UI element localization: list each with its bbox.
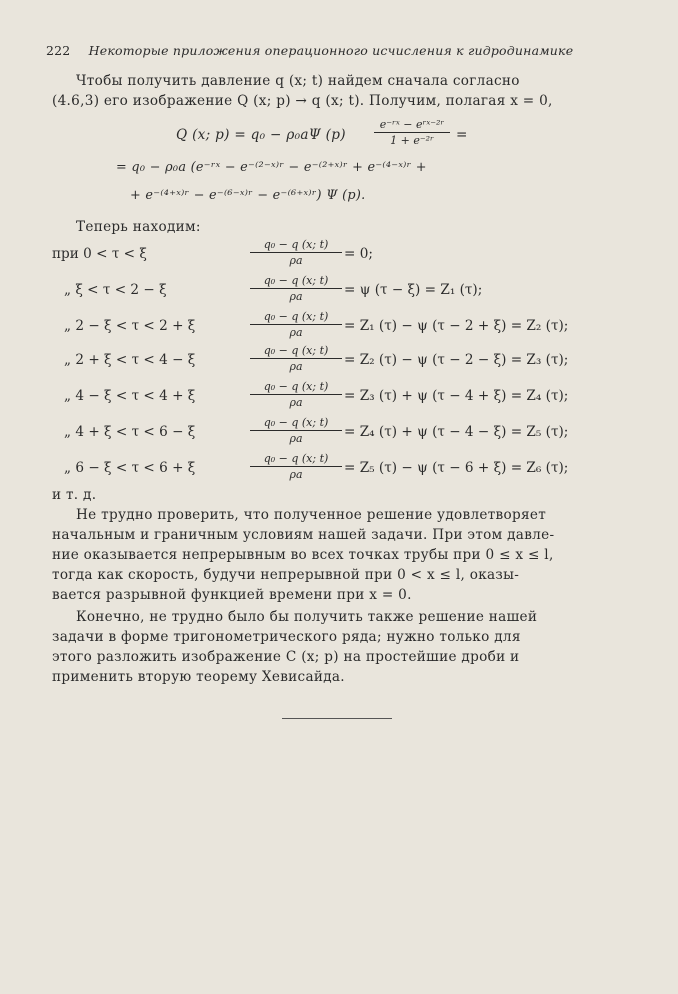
fraction-denominator: ρa xyxy=(289,254,303,267)
case-rhs: = ψ (τ − ξ) = Z₁ (τ); xyxy=(344,282,483,298)
fraction-numerator: q₀ − q (x; t) xyxy=(263,452,329,465)
case-fraction xyxy=(250,452,342,481)
formula-equals: = xyxy=(456,127,468,143)
fraction-numerator: q₀ − q (x; t) xyxy=(263,274,329,287)
fraction-numerator: q₀ − q (x; t) xyxy=(263,310,329,323)
formula-fraction xyxy=(374,118,450,147)
case-condition: „ ξ < τ < 2 − ξ xyxy=(64,282,167,298)
fraction-bar xyxy=(250,288,342,289)
fraction-bar xyxy=(250,324,342,325)
running-title: Некоторые приложения операционного исчисления к гидродинамике xyxy=(88,43,574,58)
case-rhs: = Z₃ (τ) + ψ (τ − 4 + ξ) = Z₄ (τ); xyxy=(344,388,569,404)
intro-line-2: (4.6,3) его изображение Q (x; p) → q (x; t). Получим, полагая x = 0, xyxy=(52,93,553,109)
paragraph-1-line: начальным и граничным условиям нашей задачи. При этом давле- xyxy=(52,527,555,543)
case-rhs: = 0; xyxy=(344,246,373,262)
teper-text: Теперь находим: xyxy=(76,219,201,235)
fraction-bar xyxy=(374,132,450,133)
paragraph-1-line: Не трудно проверить, что полученное решение удовлетворяет xyxy=(76,507,547,523)
case-rhs: = Z₅ (τ) − ψ (τ − 6 + ξ) = Z₆ (τ); xyxy=(344,460,569,476)
formula-lhs: Q (x; p) = q₀ − ρ₀aΨ (p) xyxy=(176,127,346,143)
case-fraction xyxy=(250,310,342,339)
intro-line-1: Чтобы получить давление q (x; t) найдем сначала согласно xyxy=(76,73,520,89)
fraction-denominator: ρa xyxy=(289,360,303,373)
formula-line-3: + e⁻⁽⁴⁺ˣ⁾ʳ − e⁻⁽⁶⁻ˣ⁾ʳ − e⁻⁽⁶⁺ˣ⁾ʳ) Ψ (p). xyxy=(130,188,366,203)
paragraph-2-line: Конечно, не трудно было бы получить также решение нашей xyxy=(76,609,538,625)
fraction-denominator: ρa xyxy=(289,396,303,409)
fraction-numerator: q₀ − q (x; t) xyxy=(263,238,329,251)
fraction-bar xyxy=(250,430,342,431)
case-condition: „ 4 + ξ < τ < 6 − ξ xyxy=(64,424,196,440)
paragraph-2-line: этого разложить изображение C (x; p) на простейшие дроби и xyxy=(52,649,520,665)
fraction-bar xyxy=(250,466,342,467)
fraction-denominator: 1 + e⁻²ʳ xyxy=(390,134,434,147)
case-fraction xyxy=(250,416,342,445)
page-number: 222 xyxy=(46,43,71,58)
case-condition: „ 2 − ξ < τ < 2 + ξ xyxy=(64,318,196,334)
paragraph-2-line: задачи в форме тригонометрического ряда; нужно только для xyxy=(52,629,521,645)
case-rhs: = Z₂ (τ) − ψ (τ − 2 − ξ) = Z₃ (τ); xyxy=(344,352,569,368)
paragraph-2-line: применить вторую теорему Хевисайда. xyxy=(52,669,345,685)
case-fraction xyxy=(250,274,342,303)
paragraph-1-line: тогда как скорость, будучи непрерывной при 0 < x ≤ l, оказы- xyxy=(52,567,520,583)
fraction-bar xyxy=(250,358,342,359)
fraction-numerator: q₀ − q (x; t) xyxy=(263,380,329,393)
case-rhs: = Z₁ (τ) − ψ (τ − 2 + ξ) = Z₂ (τ); xyxy=(344,318,569,334)
case-rhs: = Z₄ (τ) + ψ (τ − 4 − ξ) = Z₅ (τ); xyxy=(344,424,569,440)
fraction-denominator: ρa xyxy=(289,432,303,445)
case-condition: „ 2 + ξ < τ < 4 − ξ xyxy=(64,352,196,368)
fraction-numerator: e⁻ʳˣ − eʳˣ⁻²ʳ xyxy=(379,118,445,131)
case-fraction xyxy=(250,344,342,373)
fraction-denominator: ρa xyxy=(289,290,303,303)
fraction-bar xyxy=(250,394,342,395)
end-divider xyxy=(282,718,392,719)
case-condition: „ 4 − ξ < τ < 4 + ξ xyxy=(64,388,196,404)
paragraph-1-line: вается разрывной функцией времени при x = 0. xyxy=(52,587,412,603)
formula-line-2: = q₀ − ρ₀a (e⁻ʳˣ − e⁻⁽²⁻ˣ⁾ʳ − e⁻⁽²⁺ˣ⁾ʳ + e⁻⁽⁴⁻ˣ⁾ʳ + xyxy=(116,160,427,175)
fraction-bar xyxy=(250,252,342,253)
case-condition: „ 6 − ξ < τ < 6 + ξ xyxy=(64,460,196,476)
fraction-denominator: ρa xyxy=(289,326,303,339)
paragraph-1-line: ние оказывается непрерывным во всех точках трубы при 0 ≤ x ≤ l, xyxy=(52,547,554,563)
page-header xyxy=(46,43,573,58)
fraction-numerator: q₀ − q (x; t) xyxy=(263,344,329,357)
etc-text: и т. д. xyxy=(52,487,97,503)
case-fraction xyxy=(250,238,342,267)
fraction-numerator: q₀ − q (x; t) xyxy=(263,416,329,429)
case-condition: при 0 < τ < ξ xyxy=(52,246,147,262)
fraction-denominator: ρa xyxy=(289,468,303,481)
case-fraction xyxy=(250,380,342,409)
